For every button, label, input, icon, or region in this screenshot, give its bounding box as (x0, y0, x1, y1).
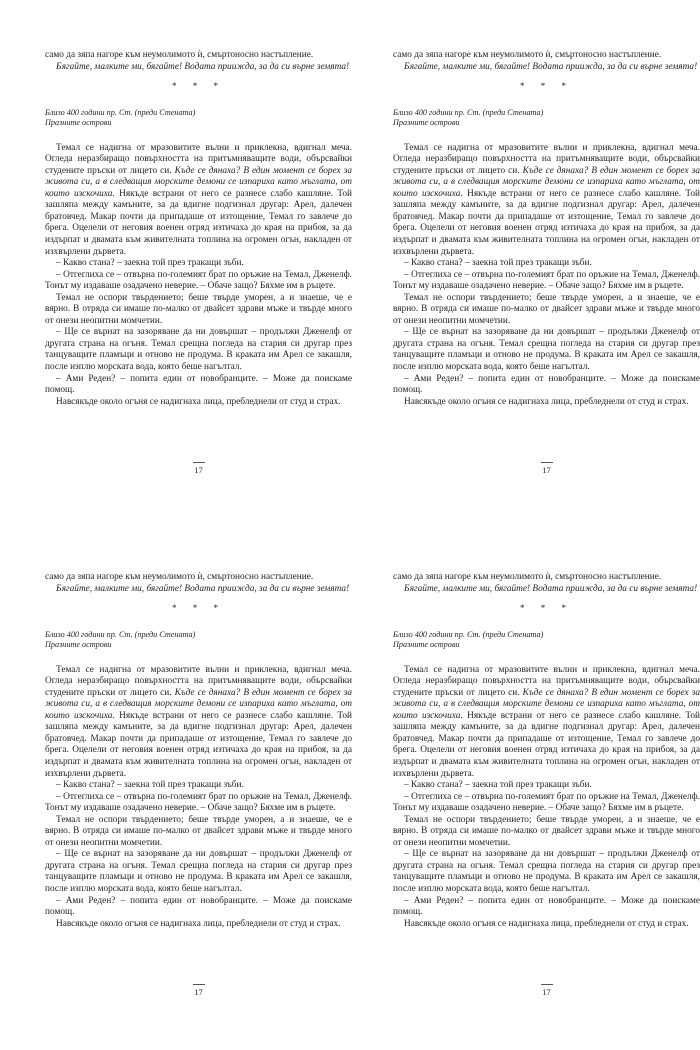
chapter-heading (45, 630, 352, 650)
paragraph-text: Някъде встрани от него се разнесе слабо кашляне. Той зашляпа между камъните, за да вдигне подгизнал другар: Арел, далечен братовчед. Макар почти да припадаше от изтощение, Темал го завлече до брега. Оцелели от неговия военен отряд изтичаха до края на прибоя, за да издърпат и двамата към живителната топлина на огромен огън, накладен от изхвърлени дървета. (393, 710, 700, 779)
italic-thought: Къде се дянаха? В един момент се борех за живота си, а в следващия морските демони се изпариха като мъглата, от които изскочиха. (393, 687, 700, 721)
heading-date: Близо 400 години пр. Ст. (преди Стената) (393, 629, 544, 639)
book-page-bottom-right (393, 572, 700, 1042)
body-paragraph: – Отгеглиха се – отвърна по-големият брат по оръжие на Темал, Дженелф. Тонът му издаваше озадачено неверие. – Обаче защо? Бяхме им в ръцете. (393, 791, 700, 814)
body-paragraph: Навсякъде около огъня се надигнаха лица, пребледнели от студ и страх. (56, 396, 341, 407)
heading-place: Празните острови (45, 639, 112, 649)
body-paragraph: – Ще се върнат на зазоряване да ни довършат – продължи Дженелф от другата страна на огъня. Темал срещна погледа на стария си другар през танцуващите пламъци и отново не продума. В краката им Арел се закашля, после изплю морската вода, която беше нагълтал. (393, 849, 700, 895)
paragraph-text: Темал се надигна от мразовитите вълни и приклекна, вдигнал меча. Огледа неразбиращо повърхността на притъмняващите води, обърсвайки студените пръски от лицето си. (45, 142, 352, 176)
book-page-bottom-left (45, 572, 352, 1042)
page-footer (45, 984, 352, 997)
page-number: 17 (542, 465, 551, 475)
body-paragraph: Темал не оспори твърдението; беше твърде уморен, а и знаеше, че е вярно. В отряда си имаше по-малко от двайсет здрави мъже и твърде много от онези неопитни момчетии. (393, 814, 700, 848)
chapter-heading (393, 630, 700, 650)
heading-place: Празните острови (393, 639, 460, 649)
paragraph-text: Темал се надигна от мразовитите вълни и приклекна, вдигнал меча. Огледа неразбиращо повърхността на притъмняващите води, обърсвайки студените пръски от лицето си. (393, 664, 700, 698)
footer-rule (193, 462, 205, 463)
body-paragraph: – Ами Реден? – попита един от новобранците. – Може да поискаме помощ. (393, 895, 700, 918)
footer-rule (541, 984, 553, 985)
paragraph-text: Някъде встрани от него се разнесе слабо кашляне. Той зашляпа между камъните, за да вдигне подгизнал другар: Арел, далечен братовчед. Макар почти да припадаше от изтощение, Темал го завлече до брега. Оцелели от неговия военен отряд изтичаха до края на прибоя, за да издърпат и двамата към живителната топлина на огромен огън, накладен от изхвърлени дървета. (393, 188, 700, 257)
heading-place: Празните острови (45, 117, 112, 127)
body-paragraph: – Отгеглиха се – отвърна по-големият брат по оръжие на Темал, Дженелф. Тонът му издаваше озадачено неверие. – Обаче защо? Бяхме им в ръцете. (393, 269, 700, 292)
book-page-top-left (45, 50, 352, 520)
opening-line: само да зяпа нагоре към неумолимото ѝ, смъртоносно настъпление. (45, 572, 314, 582)
body-paragraph: – Какво стана? – заекна той през тракащи зъби. (56, 258, 244, 269)
opening-italic-line: Бягайте, малките ми, бягайте! Водата приижда, за да си върне земята! (404, 61, 698, 72)
body-paragraph (393, 665, 700, 780)
body-paragraph: – Ще се върнат на зазоряване да ни довършат – продължи Дженелф от другата страна на огъня. Темал срещна погледа на стария си другар през танцуващите пламъци и отново не продума. В краката им Арел се закашля, после изплю морската вода, която беше нагълтал. (393, 327, 700, 373)
body-paragraph: – Ще се върнат на зазоряване да ни довършат – продължи Дженелф от другата страна на огъня. Темал срещна погледа на стария си другар през танцуващите пламъци и отново не продума. В краката им Арел се закашля, после изплю морската вода, която беше нагълтал. (45, 849, 352, 895)
paragraph-text: Темал се надигна от мразовитите вълни и приклекна, вдигнал меча. Огледа неразбиращо повърхността на притъмняващите води, обърсвайки студените пръски от лицето си. (45, 664, 352, 698)
body-paragraph: – Отгеглиха се – отвърна по-големият брат по оръжие на Темал, Дженелф. Тонът му издаваше озадачено неверие. – Обаче защо? Бяхме им в ръцете. (45, 269, 352, 292)
heading-date: Близо 400 години пр. Ст. (преди Стената) (45, 629, 196, 639)
body-paragraph: Темал не оспори твърдението; беше твърде уморен, а и знаеше, че е вярно. В отряда си имаше по-малко от двайсет здрави мъже и твърде много от онези неопитни момчетии. (393, 292, 700, 326)
body-paragraph: Навсякъде около огъня се надигнаха лица, пребледнели от студ и страх. (404, 396, 689, 407)
body-paragraph: – Какво стана? – заекна той през тракащи зъби. (404, 780, 592, 791)
page-footer (393, 462, 700, 475)
section-separator: * * * (172, 603, 225, 614)
body-paragraph: – Ами Реден? – попита един от новобранците. – Може да поискаме помощ. (45, 373, 352, 396)
footer-rule (541, 462, 553, 463)
heading-place: Празните острови (393, 117, 460, 127)
opening-line: само да зяпа нагоре към неумолимото ѝ, смъртоносно настъпление. (393, 572, 662, 582)
page-number: 17 (194, 987, 203, 997)
section-separator: * * * (172, 81, 225, 92)
italic-thought: Къде се дянаха? В един момент се борех за живота си, а в следващия морските демони се изпариха като мъглата, от които изскочиха. (45, 687, 352, 721)
book-page-top-right (393, 50, 700, 520)
section-separator: * * * (520, 603, 573, 614)
paragraph-text: Някъде встрани от него се разнесе слабо кашляне. Той зашляпа между камъните, за да вдигне подгизнал другар: Арел, далечен братовчед. Макар почти да припадаше от изтощение, Темал го завлече до брега. Оцелели от неговия военен отряд изтичаха до края на прибоя, за да издърпат и двамата към живителната топлина на огромен огън, накладен от изхвърлени дървета. (45, 710, 352, 779)
opening-italic-line: Бягайте, малките ми, бягайте! Водата приижда, за да си върне земята! (404, 583, 698, 594)
body-paragraph (45, 143, 352, 258)
italic-thought: Къде се дянаха? В един момент се борех за живота си, а в следващия морските демони се изпариха като мъглата, от които изскочиха. (45, 165, 352, 199)
body-paragraph: – Отгеглиха се – отвърна по-големият брат по оръжие на Темал, Дженелф. Тонът му издаваше озадачено неверие. – Обаче защо? Бяхме им в ръцете. (45, 791, 352, 814)
footer-rule (193, 984, 205, 985)
body-paragraph (45, 665, 352, 780)
opening-italic-line: Бягайте, малките ми, бягайте! Водата приижда, за да си върне земята! (56, 583, 350, 594)
body-paragraph: – Какво стана? – заекна той през тракащи зъби. (404, 258, 592, 269)
heading-date: Близо 400 години пр. Ст. (преди Стената) (393, 107, 544, 117)
opening-line: само да зяпа нагоре към неумолимото ѝ, смъртоносно настъпление. (393, 50, 662, 60)
body-paragraph: Темал не оспори твърдението; беше твърде уморен, а и знаеше, че е вярно. В отряда си имаше по-малко от двайсет здрави мъже и твърде много от онези неопитни момчетии. (45, 292, 352, 326)
opening-line: само да зяпа нагоре към неумолимото ѝ, смъртоносно настъпление. (45, 50, 314, 60)
chapter-heading (393, 108, 700, 128)
body-paragraph: – Какво стана? – заекна той през тракащи зъби. (56, 780, 244, 791)
opening-italic-line: Бягайте, малките ми, бягайте! Водата приижда, за да си върне земята! (56, 61, 350, 72)
body-paragraph: – Ами Реден? – попита един от новобранците. – Може да поискаме помощ. (393, 373, 700, 396)
chapter-heading (45, 108, 352, 128)
heading-date: Близо 400 години пр. Ст. (преди Стената) (45, 107, 196, 117)
paragraph-text: Темал се надигна от мразовитите вълни и приклекна, вдигнал меча. Огледа неразбиращо повърхността на притъмняващите води, обърсвайки студените пръски от лицето си. (393, 142, 700, 176)
page-number: 17 (194, 465, 203, 475)
body-paragraph: Навсякъде около огъня се надигнаха лица, пребледнели от студ и страх. (56, 918, 341, 929)
body-paragraph: – Ще се върнат на зазоряване да ни довършат – продължи Дженелф от другата страна на огъня. Темал срещна погледа на стария си другар през танцуващите пламъци и отново не продума. В краката им Арел се закашля, после изплю морската вода, която беше нагълтал. (45, 327, 352, 373)
body-paragraph: Навсякъде около огъня се надигнаха лица, пребледнели от студ и страх. (404, 918, 689, 929)
body-paragraph: Темал не оспори твърдението; беше твърде уморен, а и знаеше, че е вярно. В отряда си имаше по-малко от двайсет здрави мъже и твърде много от онези неопитни момчетии. (45, 814, 352, 848)
page-footer (45, 462, 352, 475)
body-paragraph: – Ами Реден? – попита един от новобранците. – Може да поискаме помощ. (45, 895, 352, 918)
body-paragraph (393, 143, 700, 258)
paragraph-text: Някъде встрани от него се разнесе слабо кашляне. Той зашляпа между камъните, за да вдигне подгизнал другар: Арел, далечен братовчед. Макар почти да припадаше от изтощение, Темал го завлече до брега. Оцелели от неговия военен отряд изтичаха до края на прибоя, за да издърпат и двамата към живителната топлина на огромен огън, накладен от изхвърлени дървета. (45, 188, 352, 257)
italic-thought: Къде се дянаха? В един момент се борех за живота си, а в следващия морските демони се изпариха като мъглата, от които изскочиха. (393, 165, 700, 199)
section-separator: * * * (520, 81, 573, 92)
page-number: 17 (542, 987, 551, 997)
page-footer (393, 984, 700, 997)
